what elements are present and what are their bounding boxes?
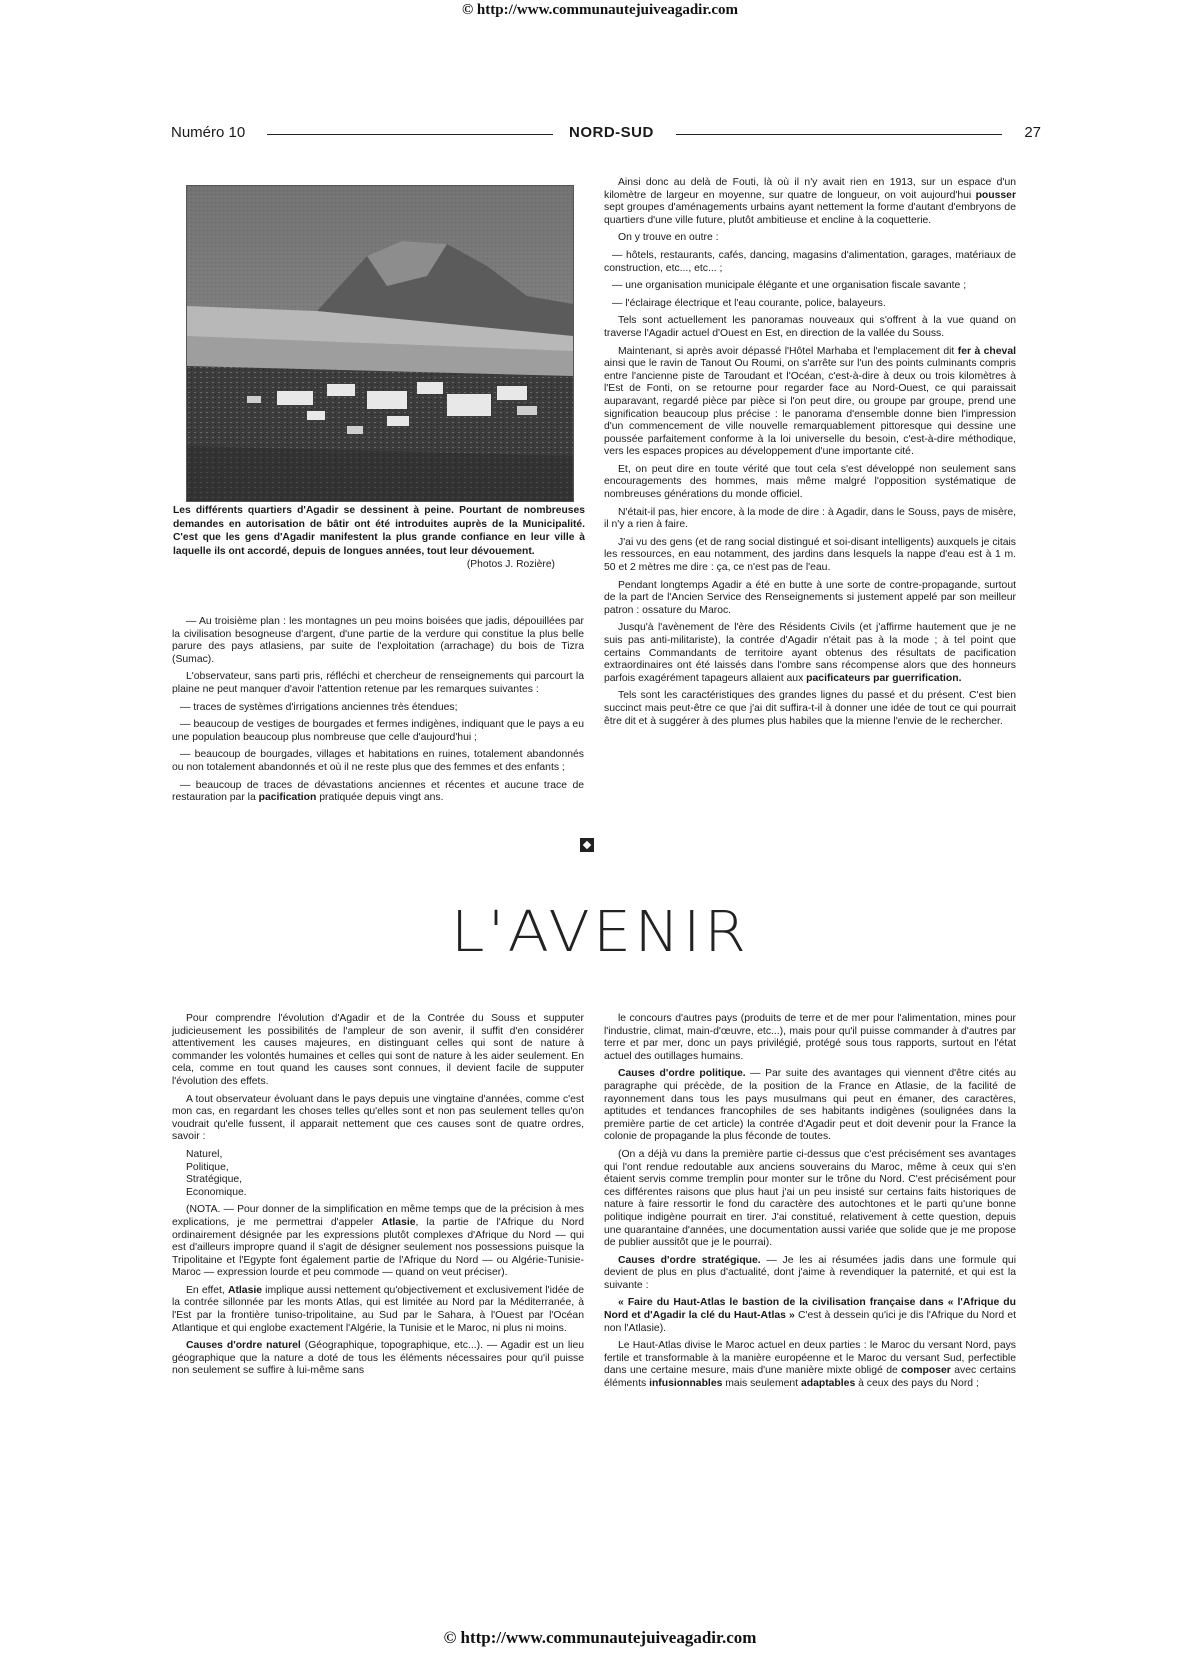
subheading: Causes d'ordre stratégique. (618, 1254, 761, 1266)
paragraph: Et, on peut dire en toute vérité que tout cela s'est développé non seulement sans encouragements des hommes, mais même malgré l'opposition systématique de nombreuses générations du monde officiel. (604, 463, 1016, 501)
list-item: Economique. (186, 1186, 247, 1198)
paragraph: En effet, Atlasie implique aussi nettement qu'objectivement et exclusivement l'idée de la contrée sillonnée par les monts Atlas, qui est limitée au Nord par la Méditerranée, à l'Est par la frontière tuniso-tripolitaine, au Sud par le Sahara, à l'Ouest par l'Océan Atlantique et qui englobe exactement l'Algérie, la Tunisie et le Maroc, ni plus ni moins. (172, 1284, 585, 1334)
paragraph: Maintenant, si après avoir dépassé l'Hôtel Marhaba et l'emplacement dit fer à cheval ainsi que le ravin de Tanout Ou Roumi, on s'arrête sur l'un des points culminants compris entre l'ancienne piste de Taroudant et l'Océan, c'est-à-dire à deux ou trois kilomètres à l'Est de Fonti, on se retourne pour regarder face au Nord-Ouest, ce qui paraissait auparavant, regardé pièce par pièce si l'on peut dire, ou groupe par groupe, prend une signification beaucoup plus précise : le panorama d'ensemble donne bien l'impression d'un commencement de ville nouvelle remarquablement pittoresque qui dessine une poussée parfaitement conforme à la loi universelle du besoin, c'est-à-dire méthodique, vers les espaces propices au développement d'une importante cité. (604, 345, 1016, 458)
column-top-left (172, 616, 584, 810)
list-item: Stratégique, (186, 1174, 243, 1186)
subheading: Causes d'ordre naturel (186, 1340, 301, 1352)
page-number: 27 (1024, 124, 1041, 141)
paragraph: J'ai vu des gens (et de rang social distingué et soi-disant intelligents) auxquels je citais les ressources, en eau notamment, des jardins dans lesquels la nappe d'eau est à 1 m. 50 et 2 mètres me dire : ça, ce n'est pas de l'eau. (604, 536, 1016, 574)
subheading: Causes d'ordre politique. (618, 1068, 746, 1080)
list-item: — hôtels, restaurants, cafés, dancing, magasins d'alimentation, garages, matériaux de construction, etc..., etc... ; (604, 249, 1016, 274)
photo-credit: (Photos J. Rozière) (466, 559, 555, 570)
emphasis: Atlasie (227, 1284, 263, 1296)
section-ornament (580, 838, 594, 852)
list-item: — beaucoup de traces de dévastations anciennes et récentes et aucune trace de restauration par la pacification pratiquée depuis vingt ans. (172, 779, 584, 804)
emphasis: adaptables (800, 1378, 856, 1390)
section-title: L'AVENIR (450, 900, 750, 965)
paragraph: le concours d'autres pays (produits de terre et de mer pour l'alimentation, mines pour l'industrie, climat, main-d'œuvre, etc...), mais pour qu'il puisse commander à d'autres par terre et par mer, donc un pays privilégié, protégé sous tous rapports, surtout en l'état actuel des outillages humains. (604, 1013, 1016, 1062)
list-item: — une organisation municipale élégante et une organisation fiscale savante ; (612, 280, 967, 292)
list-item: Politique, (186, 1161, 229, 1173)
column-bottom-right (604, 1013, 1016, 1396)
photo-caption (173, 504, 585, 572)
paragraph: A tout observateur évoluant dans le pays depuis une vingtaine d'années, comme c'est mon cas, en regardant les choses telles qu'elles sont et non pas seulement telles qu'on voudrait qu'elle fussent, il apparait nettement que ces causes sont de quatre ordres, savoir : (172, 1093, 584, 1143)
paragraph: Pour comprendre l'évolution d'Agadir et de la Contrée du Souss et supputer judicieusement les possibilités de l'ampleur de son avenir, il suffit d'en considérer attentivement les causes majeures, en distinguant celles qui sont de nature à commander les volontés humaines et celles qui sont de nature à les aider seulement. En cela, comme en tout quand les causes sont connues, il devient facile de supputer l'évolution des effets. (172, 1013, 584, 1087)
paragraph: Tels sont les caractéristiques des grandes lignes du passé et du présent. C'est bien succinct mais peut-être ce que j'ai dit suffira-t-il à donner une idée de tout ce qui pourrait être dit et à suggérer à des plumes plus habiles que la mienne l'envie de le rechercher. (604, 690, 1016, 727)
emphasis: pacificateurs par guerrification. (806, 672, 962, 684)
paragraph: Causes d'ordre naturel (Géographique, topographique, etc...). — Agadir est un lieu géographique que la nature a doté de tous les éléments nécessaires pour qu'il puisse non seulement se suffire à lui-même sans (172, 1340, 584, 1377)
paragraph: Tels sont actuellement les panoramas nouveaux qui s'offrent à la vue quand on traverse l'Agadir actuel d'Ouest en Est, en direction de la vallée du Souss. (604, 315, 1016, 339)
paragraph: Le Haut-Atlas divise le Maroc actuel en deux parties : le Maroc du versant Nord, pays fertile et transformable à la manière européenne et le Maroc du versant Sud, perfectible dans une certaine mesure, mais d'une manière mixte obligé de composer avec certains éléments infusionnables mais seulement adaptables à ceux des pays du Nord ; (604, 1340, 1016, 1390)
column-top-right (604, 177, 1016, 733)
paragraph: Causes d'ordre stratégique. — Je les ai résumées jadis dans une formule qui devient de plus en plus d'actualité, dont j'aime à revendiquer la paternité, et qui est la suivante : (604, 1254, 1016, 1291)
watermark-bottom: © http://www.communautejuiveagadir.com (443, 1628, 757, 1647)
paragraph: L'observateur, sans parti pris, réfléchi et chercheur de renseignements qui parcourt la plaine ne peut manquer d'avoir l'attention retenue par les remarques suivantes : (172, 671, 584, 695)
emphasis: pousser (975, 189, 1016, 201)
agadir-landscape-image (187, 186, 573, 501)
paragraph: Pendant longtemps Agadir a été en butte à une sorte de contre-propagande, surtout de la part de l'Ancien Service des Renseignements si justement appelé par son meilleur patron : ossature du Maroc. (604, 579, 1016, 616)
emphasis: composer (901, 1365, 951, 1377)
paragraph: Jusqu'à l'avènement de l'ère des Résidents Civils (et j'affirme hautement que je ne suis pas anti-militariste), la contrée d'Agadir n'était pas à la mode ; à tel point que certains Commandants de territoire ayant obtenus des résultats de pacification extraordinaires ont été laissés dans l'ombre sans récompense alors que des honneurs parfois exagérément tapageurs allaient aux pacificateurs par guerrification. (604, 622, 1016, 684)
watermark-top: © http://www.communautejuiveagadir.com (461, 2, 739, 18)
paragraph: (NOTA. — Pour donner de la simplification en même temps que de la précision à mes explications, je me permettrai d'appeler Atlasie, la partie de l'Afrique du Nord ordinairement désignée par les expressions plutôt complexes d'Afrique du Nord — qui est d'ailleurs impropre quand il s'agit de désigner seulement nos possessions puisque la Tripolitaine et l'Egypte font également partie de l'Afrique du Nord — ou Algérie-Tunisie-Maroc — expression lourde et peu commode — quand on veut préciser). (172, 1204, 584, 1279)
header-rule-right (676, 134, 1002, 135)
emphasis: infusionnables (649, 1378, 723, 1390)
list-item: Naturel, (186, 1148, 223, 1160)
header-rule-left (267, 134, 553, 135)
paragraph: Ainsi donc au delà de Fouti, là où il n'y avait rien en 1913, sur un espace d'un kilomètre de largeur en moyenne, sur quatre de longueur, on voit aujourd'hui pousser sept groupes d'aménagements urbains ayant nettement la forme d'autant d'embryons de quartiers d'une ville future, plutôt ambitieuse et encline à la coquetterie. (604, 177, 1016, 226)
emphasis: « Faire du Haut-Atlas le bastion de la civilisation française dans « l'Afrique du Nord et d'Agadir la clé du Haut-Atlas » (604, 1297, 1016, 1322)
page-header (171, 124, 1041, 146)
publication-title: NORD-SUD (569, 124, 654, 141)
paragraph: Causes d'ordre politique. — Par suite des avantages qui viennent d'être cités au paragraphe qui précède, de la position de la France en Atlasie, de la facilité de rayonnement dans tous les pays musulmans qui peut en émaner, des caractères, aptitudes et tendances francophiles de ses habitants indigènes (soulignées dans la première partie de cet article) la contrée d'Agadir peut et doit devenir pour la France la colonie de propagande la plus féconde de toutes. (604, 1068, 1016, 1143)
paragraph: N'était-il pas, hier encore, à la mode de dire : à Agadir, dans le Souss, pays de misère, il n'y a rien à faire. (604, 506, 1016, 531)
column-bottom-left (172, 1013, 584, 1383)
agadir-photo (186, 185, 574, 502)
caption-text: Les différents quartiers d'Agadir se dessinent à peine. Pourtant de nombreuses demandes en autorisation de bâtir ont été introduites auprès de la Municipalité. C'est que les gens d'Agadir manifestent la plus grande confiance en leur ville à laquelle ils ont accordé, depuis de longues années, tout leur dévouement. (173, 505, 585, 557)
list-item: — l'éclairage électrique et l'eau courante, police, balayeurs. (612, 297, 886, 309)
paragraph: On y trouve en outre : (618, 232, 719, 244)
paragraph: — Au troisième plan : les montagnes un peu moins boisées que jadis, dépouillées par la civilisation besogneuse d'argent, d'une partie de la verdure qui constitue la plus belle parure des pays atlasiens, par suite de l'exploitation (arrachage) du bois de Tizra (Sumac). (172, 616, 584, 665)
emphasis: fer à cheval (957, 345, 1016, 357)
list-item: — beaucoup de bourgades, villages et habitations en ruines, totalement abandonnés ou non totalement abandonnés et où il ne reste plus que des femmes et des enfants ; (172, 749, 584, 773)
paragraph: « Faire du Haut-Atlas le bastion de la civilisation française dans « l'Afrique du Nord et d'Agadir la clé du Haut-Atlas » C'est à dessein qu'ici je dis l'Afrique du Nord et non l'Atlasie). (604, 1297, 1016, 1334)
list-item: — beaucoup de vestiges de bourgades et fermes indigènes, indiquant que le pays a eu une population beaucoup plus nombreuse que celle d'aujourd'hui ; (172, 719, 584, 743)
list-item: — traces de systèmes d'irrigations anciennes très étendues; (180, 701, 458, 713)
emphasis: Atlasie (381, 1216, 416, 1228)
issue-number: Numéro 10 (171, 124, 246, 141)
emphasis: pacification (258, 792, 317, 804)
paragraph: (On a déjà vu dans la première partie ci-dessus que c'est précisément ses avantages qui l'ont rendue redoutable aux anciens souverains du Maroc, même à ceux qui s'en étaient servis comme tremplin pour monter sur le trône du Nord. C'est précisément pour ces différentes raisons que plus haut j'ai un peu insisté sur certains faits historiques de nature à faire ressortir le fond du caractère des autochtones et le parti qu'une bonne politique indigène pourrait en tirer. J'ai constitué, relativement à cette question, depuis une quarantaine d'années, une documentation aussi variée que solide que je me propose de publier aussitôt que je le pourrai). (604, 1148, 1016, 1249)
